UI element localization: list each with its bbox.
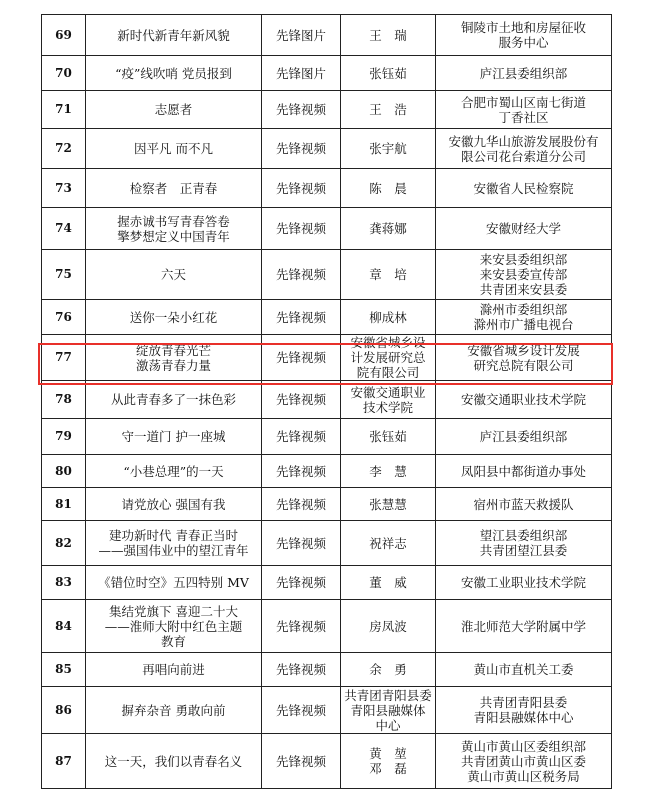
author-name-line: 计发展研究总: [350, 350, 426, 365]
work-title-line: 摒弃杂音 勇敢向前: [121, 702, 226, 718]
work-title: [86, 653, 262, 687]
work-category: 先锋视频: [262, 129, 341, 169]
submitting-unit: [436, 653, 612, 687]
author-name-line: 张钰茹: [369, 429, 407, 444]
table-row: [42, 300, 612, 335]
submitting-unit: [436, 734, 612, 789]
work-category: 先锋视频: [262, 169, 341, 208]
work-category: 先锋视频: [262, 734, 341, 789]
row-number: 82: [42, 521, 86, 566]
submitting-unit: [436, 566, 612, 600]
author-name: [341, 455, 436, 488]
submitting-unit: [436, 521, 612, 566]
author-name: [341, 687, 436, 734]
table-row: [42, 455, 612, 488]
work-category: 先锋视频: [262, 521, 341, 566]
table-row: [42, 335, 612, 381]
table-row: [42, 15, 612, 56]
author-name: [341, 250, 436, 300]
work-title: [86, 335, 262, 381]
author-name: [341, 566, 436, 600]
work-category: 先锋视频: [262, 455, 341, 488]
author-name: [341, 521, 436, 566]
work-title-line: 送你一朵小红花: [129, 309, 218, 325]
work-category: 先锋视频: [262, 335, 341, 381]
submitting-unit-line: 青阳县融媒体中心: [473, 710, 574, 725]
author-name: [341, 300, 436, 335]
submitting-unit-line: 滁州市委组织部: [479, 302, 568, 317]
submitting-unit-line: 丁香社区: [498, 109, 549, 125]
submitting-unit-line: 黄山市黄山区委组织部: [460, 738, 586, 754]
submitting-unit-line: 共青团黄山市黄山区委: [460, 753, 586, 769]
work-title: [86, 250, 262, 300]
table-row: [42, 56, 612, 91]
work-category: 先锋视频: [262, 488, 341, 521]
submitting-unit-line: 安徽财经大学: [485, 221, 561, 236]
submitting-unit-line: 安徽省城乡设计发展: [467, 342, 580, 358]
author-name-line: 张宇航: [369, 141, 407, 156]
author-name: [341, 208, 436, 250]
submitting-unit-line: 铜陵市土地和房屋征收: [460, 20, 586, 35]
work-title: [86, 419, 262, 455]
submitting-unit-line: 合肥市蜀山区南七街道: [460, 94, 586, 110]
work-title-line: ——强国伟业中的望江青年: [98, 543, 249, 558]
submitting-unit: [436, 335, 612, 381]
table-row: [42, 250, 612, 300]
author-name-line: 中心: [375, 717, 401, 733]
row-number: 69: [42, 15, 86, 56]
submitting-unit-line: 安徽九华山旅游发展股份有: [448, 133, 599, 149]
submitting-unit-line: 滁州市广播电视台: [473, 317, 574, 332]
work-category: 先锋视频: [262, 600, 341, 653]
work-title-line: 六天: [160, 267, 186, 282]
author-name-line: 王 浩: [369, 102, 407, 117]
author-name-line: 董 威: [369, 575, 407, 590]
author-name: [341, 56, 436, 91]
submitting-unit: [436, 600, 612, 653]
table-row: [42, 600, 612, 653]
work-title-line: 握赤诚书写青春答卷: [117, 213, 230, 229]
row-number: 86: [42, 687, 86, 734]
author-name-line: 张钰茹: [369, 65, 407, 81]
work-title: [86, 734, 262, 789]
row-number: 71: [42, 91, 86, 129]
work-title-line: “小巷总理”的一天: [123, 463, 224, 479]
row-number: 70: [42, 56, 86, 91]
work-category: 先锋视频: [262, 653, 341, 687]
submitting-unit-line: 黄山市黄山区税务局: [467, 768, 580, 784]
author-name-line: 邓 磊: [369, 761, 407, 776]
work-title: [86, 91, 262, 129]
author-name-line: 祝祥志: [369, 535, 407, 551]
submitting-unit-line: 限公司花台索道分公司: [460, 148, 586, 164]
author-name: [341, 335, 436, 381]
author-name-line: 王 瑞: [369, 27, 407, 43]
author-name-line: 余 勇: [369, 662, 407, 677]
table-row: [42, 488, 612, 521]
submitting-unit: [436, 91, 612, 129]
work-title-line: 教育: [160, 633, 186, 649]
table-row: [42, 381, 612, 419]
work-title: [86, 600, 262, 653]
author-name-line: 房凤波: [369, 618, 407, 634]
author-name: [341, 653, 436, 687]
submitting-unit-line: 庐江县委组织部: [479, 65, 568, 81]
submitting-unit: [436, 250, 612, 300]
submitting-unit-line: 共青团青阳县委: [479, 695, 568, 710]
row-number: 76: [42, 300, 86, 335]
work-title: [86, 169, 262, 208]
work-category: 先锋视频: [262, 208, 341, 250]
award-table: [41, 14, 612, 789]
work-title: [86, 521, 262, 566]
author-name-line: 章 培: [369, 267, 407, 282]
author-name: [341, 15, 436, 56]
submitting-unit: [436, 455, 612, 488]
work-title-line: 从此青春多了一抹色彩: [110, 392, 236, 407]
submitting-unit: [436, 129, 612, 169]
work-title-line: 检察者 正青春: [129, 180, 218, 196]
submitting-unit-line: 来安县委组织部: [479, 252, 568, 267]
author-name: [341, 734, 436, 789]
author-name-line: 安徽交通职业: [350, 384, 426, 400]
row-number: 72: [42, 129, 86, 169]
work-title-line: 建功新时代 青春正当时: [109, 528, 238, 543]
work-title: [86, 566, 262, 600]
submitting-unit: [436, 300, 612, 335]
author-name: [341, 488, 436, 521]
submitting-unit-line: 黄山市直机关工委: [473, 662, 574, 677]
submitting-unit-line: 安徽交通职业技术学院: [460, 392, 586, 407]
author-name-line: 黄 堃: [369, 746, 407, 761]
submitting-unit-line: 宿州市蓝天救援队: [473, 496, 574, 512]
submitting-unit-line: 凤阳县中都街道办事处: [460, 463, 586, 479]
row-number: 77: [42, 335, 86, 381]
row-number: 78: [42, 381, 86, 419]
work-title-line: 守一道门 护一座城: [121, 429, 226, 444]
submitting-unit: [436, 419, 612, 455]
table-row: [42, 169, 612, 208]
submitting-unit: [436, 381, 612, 419]
submitting-unit: [436, 687, 612, 734]
work-title: [86, 300, 262, 335]
work-title: [86, 208, 262, 250]
work-title: [86, 488, 262, 521]
author-name-line: 青阳县融媒体: [350, 702, 426, 718]
table-row: [42, 566, 612, 600]
author-name-line: 龚蒋娜: [369, 221, 407, 236]
submitting-unit: [436, 208, 612, 250]
submitting-unit: [436, 15, 612, 56]
work-category: 先锋视频: [262, 687, 341, 734]
work-title: [86, 455, 262, 488]
table-row: [42, 687, 612, 734]
work-title-line: 集结党旗下 喜迎二十大: [109, 603, 238, 619]
author-name-line: 柳成林: [369, 309, 407, 325]
work-category: 先锋视频: [262, 381, 341, 419]
submitting-unit-line: 共青团望江县委: [479, 543, 568, 558]
work-category: 先锋视频: [262, 250, 341, 300]
work-title-line: 《错位时空》五四特别 MV: [98, 575, 249, 590]
work-title-line: “疫”线吹哨 党员报到: [115, 65, 232, 81]
work-title-line: 再唱向前进: [142, 662, 205, 677]
work-title-line: 这一天，我们以青春名义: [104, 753, 243, 769]
author-name: [341, 91, 436, 129]
author-name-line: 院有限公司: [356, 365, 420, 380]
table-row: [42, 419, 612, 455]
work-title: [86, 687, 262, 734]
table-body: [42, 15, 612, 789]
submitting-unit-line: 来安县委宣传部: [479, 267, 568, 282]
work-title: [86, 129, 262, 169]
author-name: [341, 129, 436, 169]
row-number: 87: [42, 734, 86, 789]
submitting-unit-line: 服务中心: [498, 35, 549, 50]
work-category: 先锋视频: [262, 566, 341, 600]
author-name-line: 安徽省城乡设: [350, 335, 426, 350]
submitting-unit-line: 庐江县委组织部: [479, 429, 568, 444]
work-title-line: 激荡青春力量: [135, 357, 211, 373]
work-title: [86, 15, 262, 56]
work-title-line: 新时代新青年新风貌: [117, 27, 230, 43]
table-row: [42, 91, 612, 129]
author-name: [341, 169, 436, 208]
author-name-line: 李 慧: [369, 463, 407, 479]
row-number: 75: [42, 250, 86, 300]
submitting-unit: [436, 488, 612, 521]
work-title-line: 请党放心 强国有我: [121, 496, 226, 512]
work-title-line: 志愿者: [154, 102, 193, 117]
author-name-line: 陈 晨: [369, 180, 407, 196]
row-number: 85: [42, 653, 86, 687]
author-name: [341, 381, 436, 419]
submitting-unit-line: 研究总院有限公司: [473, 357, 574, 373]
work-title-line: 绽放青春光芒: [135, 342, 211, 358]
table-row: [42, 734, 612, 789]
submitting-unit: [436, 56, 612, 91]
work-category: 先锋视频: [262, 91, 341, 129]
work-title-line: ——淮师大附中红色主题: [104, 618, 243, 634]
submitting-unit-line: 共青团来安县委: [479, 282, 568, 297]
author-name: [341, 600, 436, 653]
submitting-unit-line: 淮北师范大学附属中学: [460, 618, 586, 634]
table-row: [42, 521, 612, 566]
table-row: [42, 653, 612, 687]
work-title-line: 擎梦想定义中国青年: [117, 228, 230, 244]
submitting-unit: [436, 169, 612, 208]
row-number: 79: [42, 419, 86, 455]
row-number: 74: [42, 208, 86, 250]
submitting-unit-line: 望江县委组织部: [479, 528, 568, 543]
submitting-unit-line: 安徽省人民检察院: [473, 180, 574, 196]
work-category: 先锋视频: [262, 419, 341, 455]
row-number: 83: [42, 566, 86, 600]
author-name-line: 张慧慧: [369, 496, 407, 512]
work-title: [86, 381, 262, 419]
row-number: 84: [42, 600, 86, 653]
row-number: 81: [42, 488, 86, 521]
author-name-line: 共青团青阳县委: [344, 687, 432, 703]
submitting-unit-line: 安徽工业职业技术学院: [460, 575, 586, 590]
author-name-line: 技术学院: [362, 399, 413, 415]
work-category: 先锋图片: [262, 56, 341, 91]
work-title-line: 因平凡 而不凡: [134, 141, 213, 156]
table-row: [42, 129, 612, 169]
row-number: 73: [42, 169, 86, 208]
work-title: [86, 56, 262, 91]
table-row: [42, 208, 612, 250]
work-category: 先锋视频: [262, 300, 341, 335]
work-category: 先锋图片: [262, 15, 341, 56]
row-number: 80: [42, 455, 86, 488]
author-name: [341, 419, 436, 455]
